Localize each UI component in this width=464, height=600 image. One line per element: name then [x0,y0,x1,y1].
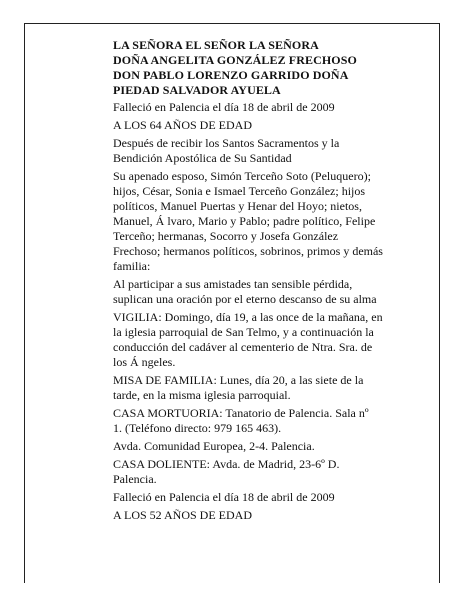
text-line: familia: [113,259,151,273]
text-line: VIGILIA: Domingo, día 19, a las once de la mañana, en [113,310,383,324]
obituary-header [113,38,428,98]
header-line: DON PABLO LORENZO GARRIDO DOÑA [113,68,349,82]
text-line: hijos, César, Sonia e Ismael Terceño González; hijos [113,184,366,198]
text-line: Palencia. [113,472,157,486]
text-line: conducción del cadáver al cementerio de Ntra. Sra. de [113,340,373,354]
family-mass-paragraph [113,373,428,403]
text-line: Terceño; hermanas, Socorro y Josefa González [113,229,339,243]
text-line: Bendición Apostólica de Su Santidad [113,151,292,165]
vigil-paragraph [113,310,428,370]
text-line: CASA MORTUORIA: Tanatorio de Palencia. Sala nº [113,406,369,420]
death-date-paragraph-2 [113,490,428,505]
header-line: DOÑA ANGELITA GONZÁLEZ FRECHOSO [113,53,357,67]
text-line: MISA DE FAMILIA: Lunes, día 20, a las siete de la [113,373,364,387]
death-date-paragraph [113,100,428,115]
text-line: suplican una oración por el eterno descanso de su alma [113,292,377,306]
text-line: Al participar a sus amistades tan sensible pérdida, [113,277,353,291]
text-line: los Á ngeles. [113,355,176,369]
text-line: Falleció en Palencia el día 18 de abril de 2009 [113,100,335,114]
text-line: Frechoso; hermanos políticos, sobrinos, primos y demás [113,244,383,258]
header-line: PIEDAD SALVADOR AYUELA [113,83,281,97]
text-line: 1. (Teléfono directo: 979 165 463). [113,421,282,435]
sacraments-paragraph [113,136,428,166]
funeral-home-paragraph [113,406,428,436]
prayer-request-paragraph [113,277,428,307]
text-line: políticos, Manuel Puertas y Henar del Hoyo; nietos, [113,199,362,213]
obituary-text [113,38,428,526]
text-line: la iglesia parroquial de San Telmo, y a continuación la [113,325,374,339]
text-line: Falleció en Palencia el día 18 de abril de 2009 [113,490,335,504]
text-line: Avda. Comunidad Europea, 2-4. Palencia. [113,439,315,453]
age-paragraph-2 [113,508,428,523]
text-line: CASA DOLIENTE: Avda. de Madrid, 23-6º D. [113,457,340,471]
mourning-house-paragraph [113,457,428,487]
text-line: Su apenado esposo, Simón Terceño Soto (Peluquero); [113,169,371,183]
text-line: Después de recibir los Santos Sacramentos y la [113,136,340,150]
text-line: tarde, en la misma iglesia parroquial. [113,388,291,402]
age-paragraph [113,118,428,133]
text-line: Manuel, Á lvaro, Mario y Pablo; padre político, Felipe [113,214,376,228]
text-line: A LOS 64 AÑOS DE EDAD [113,118,253,132]
address-paragraph [113,439,428,454]
header-line: LA SEÑORA EL SEÑOR LA SEÑORA [113,38,319,52]
text-line: A LOS 52 AÑOS DE EDAD [113,508,253,522]
family-paragraph [113,169,428,274]
